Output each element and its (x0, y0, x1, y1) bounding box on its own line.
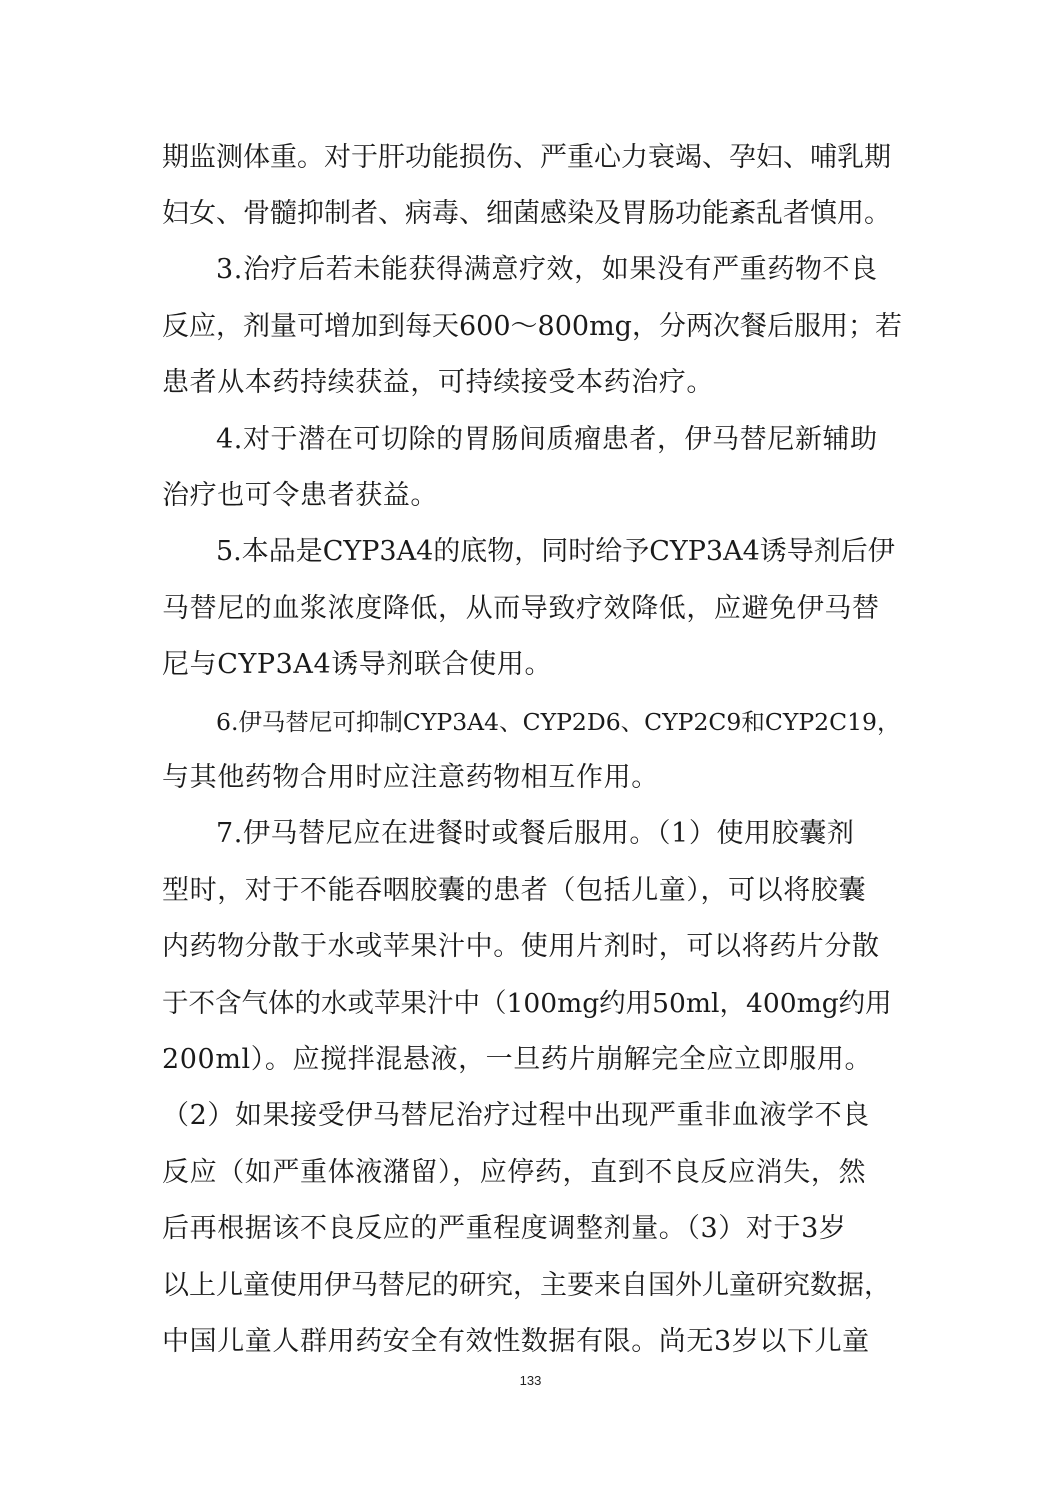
text-line: 尼与CYP3A4诱导剂联合使用。 (162, 649, 553, 680)
text-line: 反应，剂量可增加到每天600～800mg，分两次餐后服用；若 (162, 311, 902, 342)
text-line: 与其他药物合用时应注意药物相互作用。 (162, 762, 659, 793)
text-line: 后再根据该不良反应的严重程度调整剂量。（3）对于3岁 (162, 1213, 847, 1244)
text-line: （2）如果接受伊马替尼治疗过程中出现严重非血液学不良 (162, 1100, 870, 1131)
paragraph-5-start: 5.本品是CYP3A4的底物，同时给予CYP3A4诱导剂后伊 (216, 536, 895, 567)
text-line: 患者从本药持续获益，可持续接受本药治疗。 (162, 367, 714, 398)
text-line: 型时，对于不能吞咽胶囊的患者（包括儿童），可以将胶囊 (162, 875, 867, 906)
text-line: 治疗也可令患者获益。 (162, 480, 438, 511)
paragraph-7-start: 7.伊马替尼应在进餐时或餐后服用。（1）使用胶囊剂 (216, 818, 855, 849)
text-line: 内药物分散于水或苹果汁中。使用片剂时，可以将药片分散 (162, 931, 880, 962)
text-line: 200ml）。应搅拌混悬液，一旦药片崩解完全应立即服用。 (162, 1044, 873, 1075)
paragraph-4-start: 4.对于潜在可切除的胃肠间质瘤患者，伊马替尼新辅助 (216, 424, 878, 455)
text-line: 马替尼的血浆浓度降低，从而导致疗效降低，应避免伊马替 (162, 593, 880, 624)
paragraph-3-start: 3.治疗后若未能获得满意疗效，如果没有严重药物不良 (216, 254, 878, 285)
text-line: 中国儿童人群用药安全有效性数据有限。尚无3岁以下儿童 (162, 1326, 870, 1357)
text-line: 以上儿童使用伊马替尼的研究，主要来自国外儿童研究数据， (162, 1270, 891, 1301)
text-line: 期监测体重。对于肝功能损伤、严重心力衰竭、孕妇、哺乳期 (162, 142, 891, 173)
text-line: 妇女、骨髓抑制者、病毒、细菌感染及胃肠功能紊乱者慎用。 (162, 198, 891, 229)
page-number: 133 (519, 1373, 542, 1388)
text-line: 于不含气体的水或苹果汁中（100mg约用50ml，400mg约用 (162, 988, 892, 1019)
text-line: 反应（如严重体液潴留），应停药，直到不良反应消失，然 (162, 1157, 867, 1188)
paragraph-6-start: 6.伊马替尼可抑制CYP3A4、CYP2D6、CYP2C9和CYP2C19， (216, 708, 901, 736)
